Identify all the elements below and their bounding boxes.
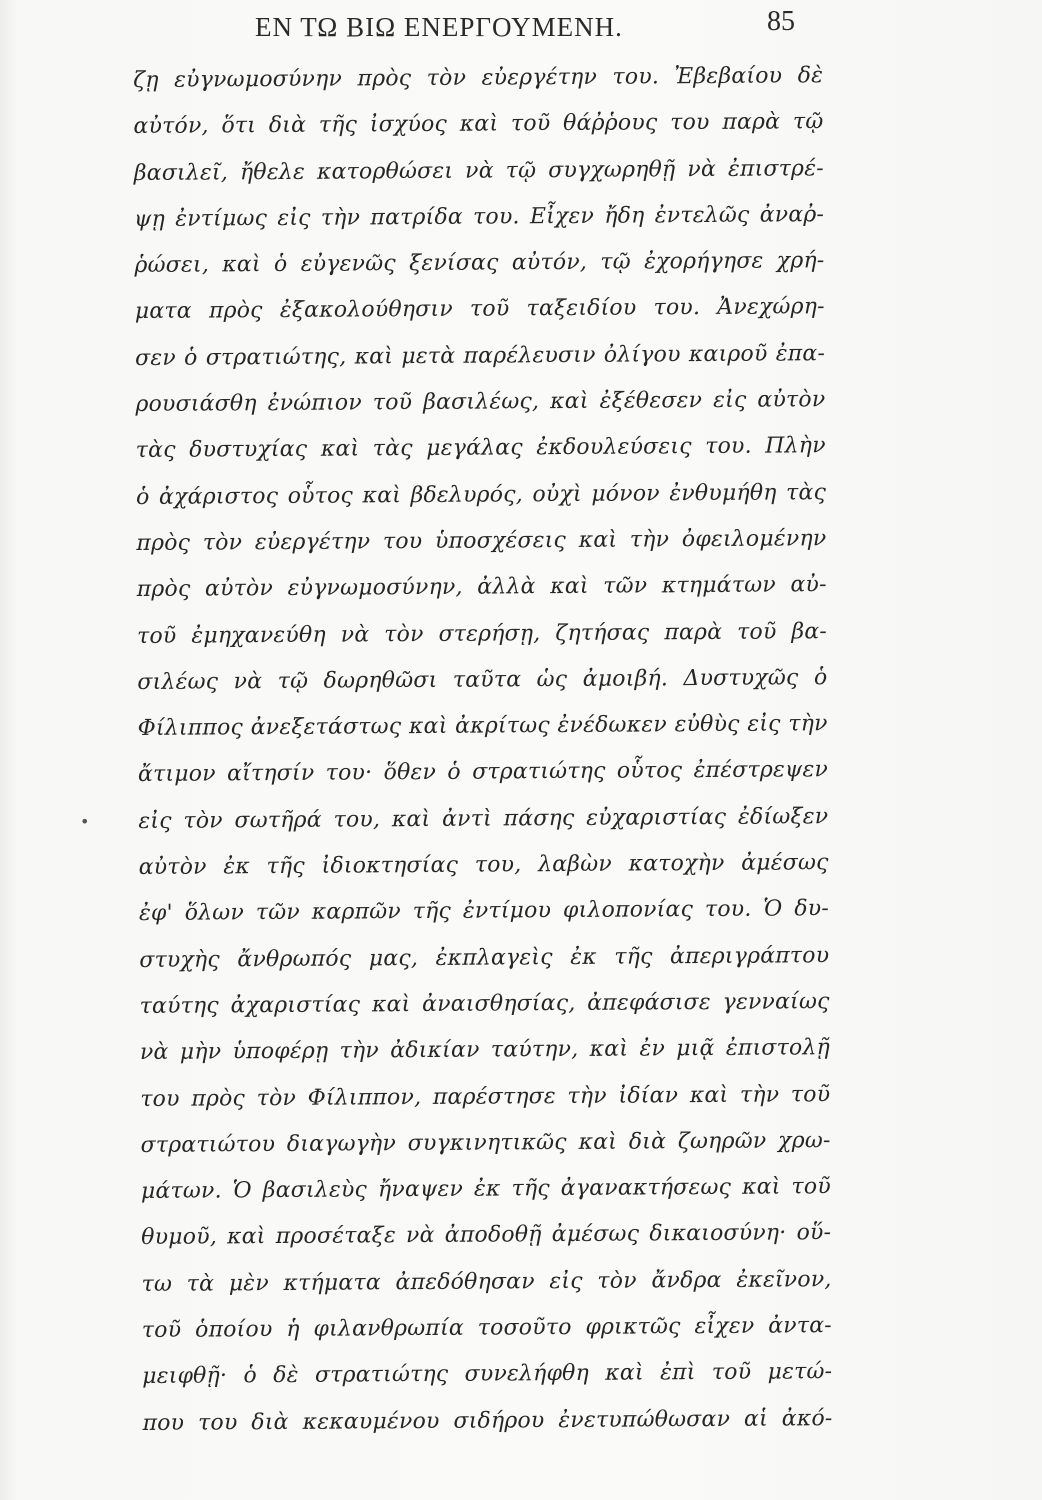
text-line: εἰς τὸν σωτῆρά του, καὶ ἀντὶ πάσης εὐχαριστίας ἐδίωξεν xyxy=(138,803,829,834)
text-line: του πρὸς τὸν Φίλιππον, παρέστησε τὴν ἰδίαν καὶ τὴν τοῦ xyxy=(140,1081,831,1112)
body-text xyxy=(133,53,833,1447)
running-head xyxy=(255,6,795,50)
text-line: σεν ὁ στρατιώτης, καὶ μετὰ παρέλευσιν ὀλίγου καιροῦ ἐπα- xyxy=(135,340,826,371)
text-line: ματα πρὸς ἐξακολούθησιν τοῦ ταξειδίου του. Ἀνεχώρη- xyxy=(134,294,825,325)
text-line: μειφθῇ· ὁ δὲ στρατιώτης συνελήφθη καὶ ἐπὶ τοῦ μετώ- xyxy=(142,1359,833,1390)
text-line: θυμοῦ, καὶ προσέταξε νὰ ἀποδοθῇ ἀμέσως δικαιοσύνη· οὕ- xyxy=(141,1220,832,1251)
margin-mark: • xyxy=(80,812,90,831)
text-line: αὐτὸν ἐκ τῆς ἰδιοκτησίας του, λαβὼν κατοχὴν ἀμέσως xyxy=(138,850,829,881)
text-line: ψῃ ἐντίμως εἰς τὴν πατρίδα του. Εἶχεν ἤδη ἐντελῶς ἀναῤ- xyxy=(134,202,825,232)
text-line: που του διὰ κεκαυμένου σιδήρου ἐνετυπώθωσαν αἱ ἀκό- xyxy=(142,1405,833,1436)
text-line: ταύτης ἀχαριστίας καὶ ἀναισθησίας, ἀπεφάσισε γενναίως xyxy=(139,989,830,1019)
text-line: αὐτόν, ὅτι διὰ τῆς ἰσχύος καὶ τοῦ θάῤῥους του παρὰ τῷ xyxy=(133,109,824,140)
page-number: 85 xyxy=(767,6,795,37)
text-line: πρὸς αὐτὸν εὐγνωμοσύνην, ἀλλὰ καὶ τῶν κτημάτων αὐ- xyxy=(136,572,827,603)
text-line: σιλέως νὰ τῷ δωρηθῶσι ταῦτα ὡς ἀμοιβή. Δυστυχῶς ὁ xyxy=(137,665,828,695)
text-line: βασιλεῖ, ἤθελε κατορθώσει νὰ τῷ συγχωρηθῇ νὰ ἐπιστρέ- xyxy=(133,155,824,186)
text-line: ῥώσει, καὶ ὁ εὐγενῶς ξενίσας αὐτόν, τῷ ἐχορήγησε χρή- xyxy=(134,248,825,279)
text-line: ρουσιάσθη ἐνώπιον τοῦ βασιλέως, καὶ ἐξέθεσεν εἰς αὐτὸν xyxy=(135,387,826,418)
text-line: μάτων. Ὁ βασιλεὺς ἤναψεν ἐκ τῆς ἀγανακτήσεως καὶ τοῦ xyxy=(140,1174,831,1205)
text-line: τοῦ ἐμηχανεύθη νὰ τὸν στερήσῃ, ζητήσας παρὰ τοῦ βα- xyxy=(136,618,828,649)
text-line: ἐφ' ὅλων τῶν καρπῶν τῆς ἐντίμου φιλοπονίας του. Ὁ δυ- xyxy=(138,896,830,927)
text-line: Φίλιππος ἀνεξετάστως καὶ ἀκρίτως ἐνέδωκεν εὐθὺς εἰς τὴν xyxy=(137,711,828,742)
text-line: τὰς δυστυχίας καὶ τὰς μεγάλας ἐκδουλεύσεις του. Πλὴν xyxy=(135,433,826,464)
text-line: ζῃ εὐγνωμοσύνην πρὸς τὸν εὐεργέτην του. Ἐβεβαίου δὲ xyxy=(133,63,824,93)
text-line: νὰ μὴν ὑποφέρῃ τὴν ἀδικίαν ταύτην, καὶ ἐν μιᾷ ἐπιστολῇ xyxy=(139,1035,831,1066)
text-line: στρατιώτου διαγωγὴν συγκινητικῶς καὶ διὰ ζωηρῶν χρω- xyxy=(140,1127,831,1158)
text-line: τοῦ ὁποίου ἡ φιλανθρωπία τοσοῦτο φρικτῶς εἶχεν ἀντα- xyxy=(141,1313,832,1343)
text-line: στυχὴς ἄνθρωπός μας, ἐκπλαγεὶς ἐκ τῆς ἀπεριγράπτου xyxy=(139,942,830,973)
text-line: πρὸς τὸν εὐεργέτην του ὑποσχέσεις καὶ τὴν ὀφειλομένην xyxy=(136,526,827,556)
text-line: τω τὰ μὲν κτήματα ἀπεδόθησαν εἰς τὸν ἄνδρα ἐκεῖνον, xyxy=(141,1266,832,1297)
running-title: ΕΝ ΤΩ ΒΙΩ ΕΝΕΡΓΟΥΜΕΝΗ. xyxy=(255,12,623,42)
text-line: ὁ ἀχάριστος οὗτος καὶ βδελυρός, οὐχὶ μόνον ἐνθυμήθη τὰς xyxy=(135,479,827,510)
text-line: ἄτιμον αἴτησίν του· ὅθεν ὁ στρατιώτης οὗτος ἐπέστρεψεν xyxy=(137,757,829,788)
